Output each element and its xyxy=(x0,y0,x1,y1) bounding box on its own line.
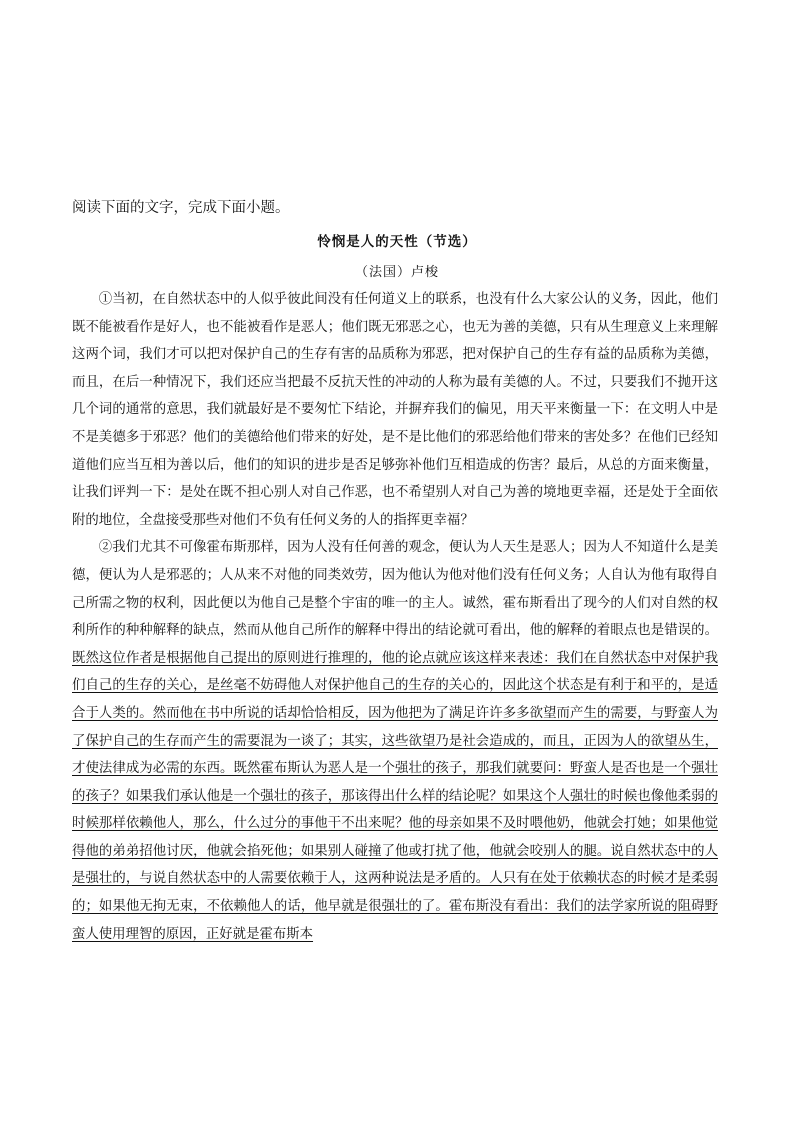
paragraph-1-text: ①当初，在自然状态中的人似乎彼此间没有任何道义上的联系，也没有什么大家公认的义务，因此，他们既不能被看作是好人，也不能被看作是恶人；他们既无邪恶之心，也无为善的美德，只有从生理意义上来理解这两个词，我们才可以把对保护自己的生存有害的品质称为邪恶，把对保护自己的生存有益的品质称为美德，而且，在后一种情况下，我们还应当把最不反抗天性的冲动的人称为最有美德的人。不过，只要我们不抛开这几个词的通常的意思，我们就最好是不要匆忙下结论，并摒弃我们的偏见，用天平来衡量一下：在文明人中是不是美德多于邪恶？他们的美德给他们带来的好处，是不是比他们的邪恶给他们带来的害处多？在他们已经知道他们应当互相为善以后，他们的知识的进步是否足够弥补他们互相造成的伤害？最后，从总的方面来衡量，让我们评判一下：是处在既不担心别人对自己作恶，也不希望别人对自己为善的境地更幸福，还是处于全面依附的地位，全盘接受那些对他们不负有任何义务的人的指挥更幸福？ xyxy=(72,292,718,528)
paragraph-2 xyxy=(72,534,718,948)
paragraph-2-text: ②我们尤其不可像霍布斯那样，因为人没有任何善的观念，便认为人天生是恶人；因为人不知道什么是美德，便认为人是邪恶的；人从来不对他的同类效劳，因为他认为他对他们没有任何义务；人自认为他有取得自己所需之物的权利，因此便以为他自己是整个宇宙的唯一的主人。诚然，霍布斯看出了现今的人们对自然的权利所作的种种解释的缺点，然而从他自己所作的解释中得出的结论就可看出，他的解释的着眼点也是错误的。 xyxy=(72,540,718,639)
article-title: 怜悯是人的天性（节选） xyxy=(317,234,477,250)
article-body xyxy=(72,286,718,948)
question-instruction: 阅读下面的文字，完成下面小题。 xyxy=(72,200,290,216)
underlined-passage: 既然这位作者是根据他自己提出的原则进行推理的，他的论点就应该这样来表述：我们在自然状态中对保护我们自己的生存的关心，是丝毫不妨碍他人对保护他自己的生存的关心的，因此这个状态是有利于和平的，是适合于人类的。然而他在书中所说的话却恰恰相反，因为他把为了满足许许多多欲望而产生的需要，与野蛮人为了保护自己的生存而产生的需要混为一谈了；其实，这些欲望乃是社会造成的，而且，正因为人的欲望丛生，才使法律成为必需的东西。既然霍布斯认为恶人是一个强壮的孩子，那我们就要问：野蛮人是否也是一个强壮的孩子？如果我们承认他是一个强壮的孩子，那该得出什么样的结论呢？如果这个人强壮的时候也像他柔弱的时候那样依赖他人，那么，什么过分的事他干不出来呢？他的母亲如果不及时喂他奶，他就会打她；如果他觉得他的弟弟招他讨厌，他就会掐死他；如果别人碰撞了他或打扰了他，他就会咬别人的腿。说自然状态中的人是强壮的，与说自然状态中的人需要依赖于人，这两种说法是矛盾的。人只有在处于依赖状态的时候才是柔弱的；如果他无拘无束，不依赖他人的话，他早就是很强壮的了。霍布斯没有看出：我们的法学家所说的阻碍野蛮人使用理智的原因，正好就是霍布斯本 xyxy=(72,650,718,942)
article-author: （法国）卢梭 xyxy=(354,265,439,280)
paragraph-1 xyxy=(72,286,718,534)
